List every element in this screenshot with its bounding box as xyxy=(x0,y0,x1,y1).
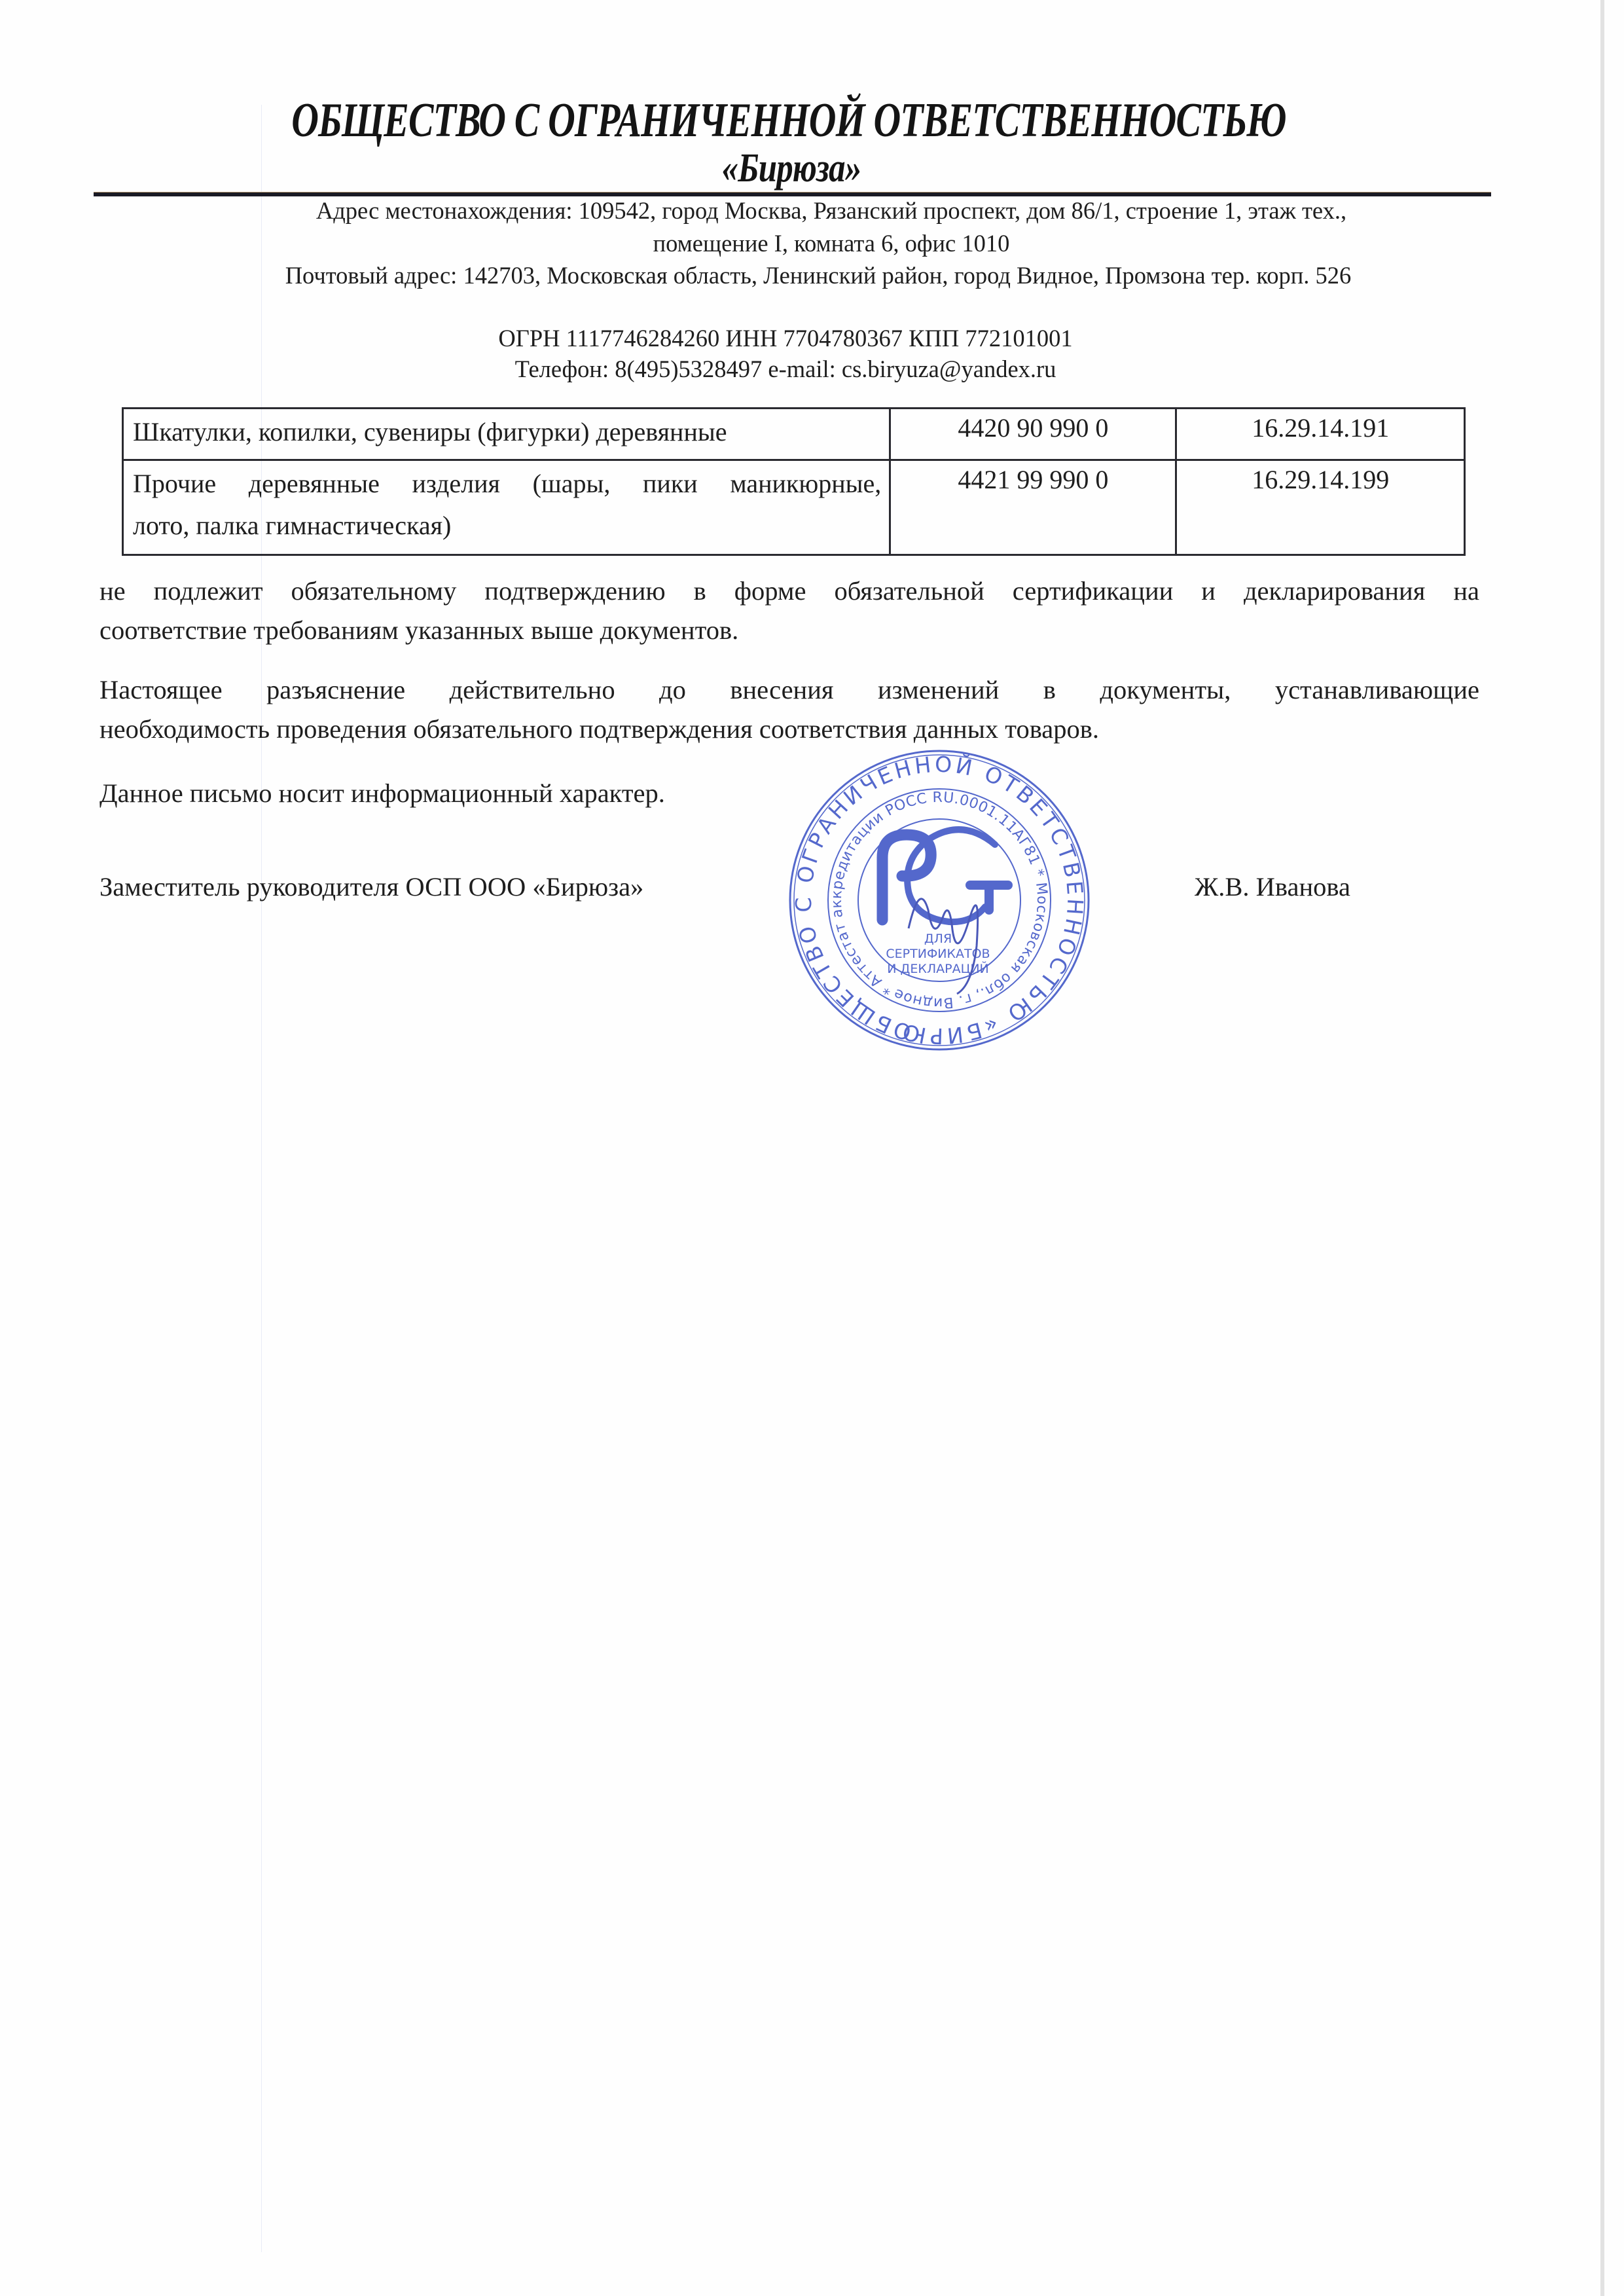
signatory-name: Ж.В. Иванова xyxy=(1195,872,1350,902)
goods-table xyxy=(122,407,1466,556)
address-line-1: Адрес местонахождения: 109542, город Москва, Рязанский проспект, дом 86/1, строение 1, этаж тех., xyxy=(316,197,1347,224)
tnved-code-cell: 4421 99 990 0 xyxy=(890,460,1176,555)
paragraph-line: Настоящее разъяснение действительно до внесения изменений в документы, устанавливающие xyxy=(99,675,1479,704)
paragraph-line: необходимость проведения обязательного подтверждения соответствия данных товаров. xyxy=(99,714,1100,744)
org-name: «Бирюза» xyxy=(721,146,861,191)
stamp-center-line: СЕРТИФИКАТОВ xyxy=(886,947,990,961)
product-name-line: Прочие деревянные изделия (шары, пики маникюрные, xyxy=(133,469,882,498)
stamp-outer-text: ОБЩЕСТВО С ОГРАНИЧЕННОЙ ОТВЕТСТВЕННОСТЬЮ «БИРЮЗА» xyxy=(790,751,1089,1049)
paragraph-not-subject xyxy=(99,572,1479,650)
product-name-cell xyxy=(123,460,890,555)
signatory-title: Заместитель руководителя ОСП ООО «Бирюза» xyxy=(99,872,644,902)
table-row xyxy=(123,409,1465,460)
product-name-line: Шкатулки, копилки, сувениры (фигурки) деревянные xyxy=(133,417,727,446)
table-row xyxy=(123,460,1465,555)
contacts-text: Телефон: 8(495)5328497 e-mail: cs.biryuza@yandex.ru xyxy=(514,355,1056,382)
contacts-line xyxy=(393,355,1178,384)
rst-logo-icon xyxy=(882,829,1008,922)
registration-numbers: ОГРН 1117746284260 ИНН 7704780367 КПП 772101001 xyxy=(498,325,1073,352)
paragraph-info: Данное письмо носит информационный характер. xyxy=(99,778,665,808)
okpd-code-cell: 16.29.14.191 xyxy=(1176,409,1465,460)
paragraph-line: соответствие требованиям указанных выше документов. xyxy=(99,615,739,645)
page-edge xyxy=(1600,0,1604,2296)
paragraph-validity xyxy=(99,670,1479,749)
postal-address: Почтовый адрес: 142703, Московская область, Ленинский район, город Видное, Промзона тер. корп. 526 xyxy=(285,262,1352,289)
stamp-center-line: И ДЕКЛАРАЦИЙ xyxy=(887,962,989,976)
paragraph-line: не подлежит обязательному подтверждению в форме обязательной сертификации и декларирования на xyxy=(99,576,1479,606)
okpd-code-cell: 16.29.14.199 xyxy=(1176,460,1465,555)
product-name-line: лото, палка гимнастическая) xyxy=(133,511,452,540)
official-stamp xyxy=(785,746,1093,1054)
org-title: ОБЩЕСТВО С ОГРАНИЧЕННОЙ ОТВЕТСТВЕННОСТЬЮ xyxy=(291,94,1286,147)
product-name-cell xyxy=(123,409,890,460)
stamp-inner-text: * Аттестат аккредитации РОСС RU.0001.11АГ81 * Московская обл., г. Видное xyxy=(828,789,1051,1011)
address-line-2: помещение I, комната 6, офис 1010 xyxy=(653,230,1010,257)
tnved-code-cell: 4420 90 990 0 xyxy=(890,409,1176,460)
stamp-center-line: ДЛЯ xyxy=(924,932,952,946)
